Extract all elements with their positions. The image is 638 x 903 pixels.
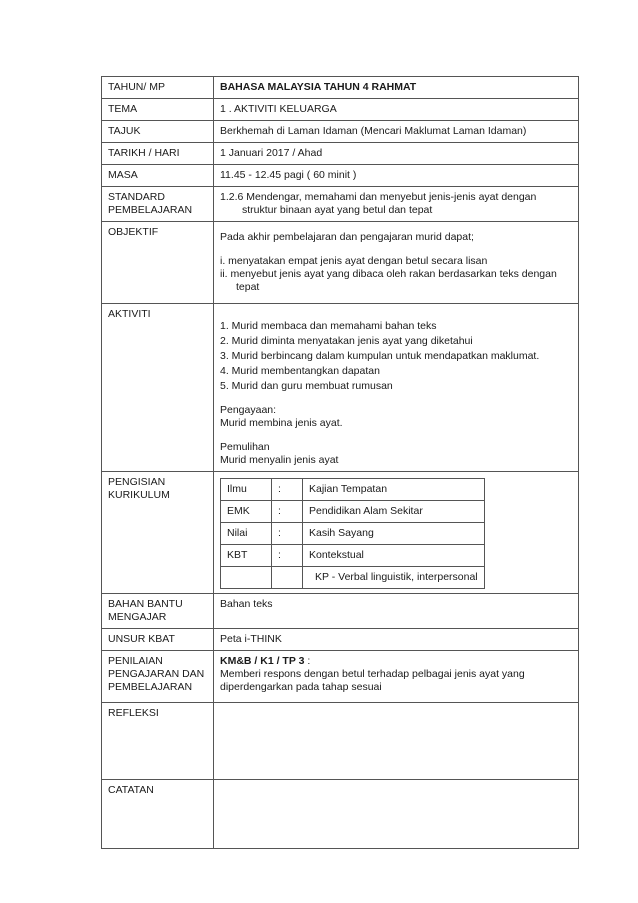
pengisian-val: Kajian Tempatan: [303, 479, 485, 501]
label-tarikh: TARIKH / HARI: [102, 143, 214, 165]
pengisian-sep: :: [272, 501, 303, 523]
row-tajuk: [102, 121, 579, 143]
label-tajuk: TAJUK: [102, 121, 214, 143]
row-tahun: [102, 77, 579, 99]
label-penilaian-3: PEMBELAJARAN: [108, 681, 193, 693]
pengisian-row-1: [221, 479, 485, 501]
value-aktiviti: [214, 304, 579, 472]
aktiviti-item-4: 4. Murid membentangkan dapatan: [220, 365, 380, 377]
label-standard-2: PEMBELAJARAN: [108, 204, 193, 216]
value-pengisian: [214, 472, 579, 594]
value-tarikh: 1 Januari 2017 / Ahad: [214, 143, 579, 165]
penilaian-code-suffix: :: [304, 655, 311, 667]
pengisian-val: Pendidikan Alam Sekitar: [303, 501, 485, 523]
row-tarikh: [102, 143, 579, 165]
pengisian-val: Kontekstual: [303, 545, 485, 567]
label-standard-1: STANDARD: [108, 191, 165, 203]
row-bahan: [102, 594, 579, 629]
label-tahun: TAHUN/ MP: [102, 77, 214, 99]
row-refleksi: [102, 703, 579, 780]
value-objektif: [214, 222, 579, 304]
objektif-intro: Pada akhir pembelajaran dan pengajaran murid dapat;: [220, 231, 474, 243]
value-penilaian: [214, 651, 579, 703]
row-tema: [102, 99, 579, 121]
standard-text: 1.2.6 Mendengar, memahami dan menyebut jenis-jenis ayat dengan struktur binaan ayat yang betul dan tepat: [220, 191, 537, 216]
pengayaan-title: Pengayaan:: [220, 404, 277, 416]
row-penilaian: [102, 651, 579, 703]
value-tajuk: Berkhemah di Laman Idaman (Mencari Maklumat Laman Idaman): [214, 121, 579, 143]
label-penilaian-2: PENGAJARAN DAN: [108, 668, 205, 680]
row-standard: [102, 187, 579, 222]
value-refleksi: [214, 703, 579, 780]
label-pengisian-1: PENGISIAN: [108, 476, 166, 488]
label-catatan: CATATAN: [102, 780, 214, 849]
label-pengisian-2: KURIKULUM: [108, 489, 170, 501]
value-standard: [214, 187, 579, 222]
objektif-item-1: i. menyatakan empat jenis ayat dengan betul secara lisan: [220, 255, 488, 267]
row-catatan: [102, 780, 579, 849]
label-objektif: OBJEKTIF: [102, 222, 214, 304]
pengisian-row-4: [221, 545, 485, 567]
row-kbat: [102, 629, 579, 651]
pengisian-sep: :: [272, 523, 303, 545]
label-aktiviti: AKTIVITI: [102, 304, 214, 472]
pengisian-sep: :: [272, 545, 303, 567]
value-bahan: Bahan teks: [214, 594, 579, 629]
row-pengisian: [102, 472, 579, 594]
row-objektif: [102, 222, 579, 304]
pengisian-list: [220, 478, 485, 589]
value-masa: 11.45 - 12.45 pagi ( 60 minit ): [214, 165, 579, 187]
label-standard: [102, 187, 214, 222]
pemulihan-text: Murid menyalin jenis ayat: [220, 454, 339, 466]
value-kbat: Peta i-THINK: [214, 629, 579, 651]
pengisian-sep: :: [272, 479, 303, 501]
label-bahan-1: BAHAN BANTU: [108, 598, 183, 610]
pengisian-key: Nilai: [221, 523, 272, 545]
penilaian-text: Memberi respons dengan betul terhadap pelbagai jenis ayat yang diperdengarkan pada tahap sesuai: [220, 668, 525, 693]
penilaian-code-line: [220, 655, 572, 668]
aktiviti-item-5: 5. Murid dan guru membuat rumusan: [220, 380, 393, 392]
label-tema: TEMA: [102, 99, 214, 121]
pengisian-key: EMK: [221, 501, 272, 523]
label-refleksi: REFLEKSI: [102, 703, 214, 780]
pengisian-row-3: [221, 523, 485, 545]
value-tema: 1 . AKTIVITI KELUARGA: [214, 99, 579, 121]
pengisian-key: KBT: [221, 545, 272, 567]
label-pengisian: [102, 472, 214, 594]
label-masa: MASA: [102, 165, 214, 187]
aktiviti-item-1: 1. Murid membaca dan memahami bahan teks: [220, 320, 437, 332]
label-kbat: UNSUR KBAT: [102, 629, 214, 651]
pengisian-key: Ilmu: [221, 479, 272, 501]
pengisian-row-kp: [221, 567, 485, 589]
row-masa: [102, 165, 579, 187]
pengisian-row-2: [221, 501, 485, 523]
pengayaan-text: Murid membina jenis ayat.: [220, 417, 343, 429]
pemulihan-title: Pemulihan: [220, 441, 270, 453]
aktiviti-item-3: 3. Murid berbincang dalam kumpulan untuk mendapatkan maklumat.: [220, 350, 540, 362]
aktiviti-item-2: 2. Murid diminta menyatakan jenis ayat yang diketahui: [220, 335, 473, 347]
penilaian-code: KM&B / K1 / TP 3: [220, 655, 305, 667]
pengisian-val: Kasih Sayang: [303, 523, 485, 545]
value-catatan: [214, 780, 579, 849]
label-penilaian: [102, 651, 214, 703]
label-penilaian-1: PENILAIAN: [108, 655, 163, 667]
pengisian-kp: KP - Verbal linguistik, interpersonal: [303, 567, 485, 589]
label-bahan-2: MENGAJAR: [108, 611, 167, 623]
label-bahan: [102, 594, 214, 629]
row-aktiviti: [102, 304, 579, 472]
lesson-plan-table: [101, 76, 579, 849]
value-tahun: BAHASA MALAYSIA TAHUN 4 RAHMAT: [214, 77, 579, 99]
objektif-item-2: ii. menyebut jenis ayat yang dibaca oleh rakan berdasarkan teks dengan tepat: [220, 268, 557, 293]
